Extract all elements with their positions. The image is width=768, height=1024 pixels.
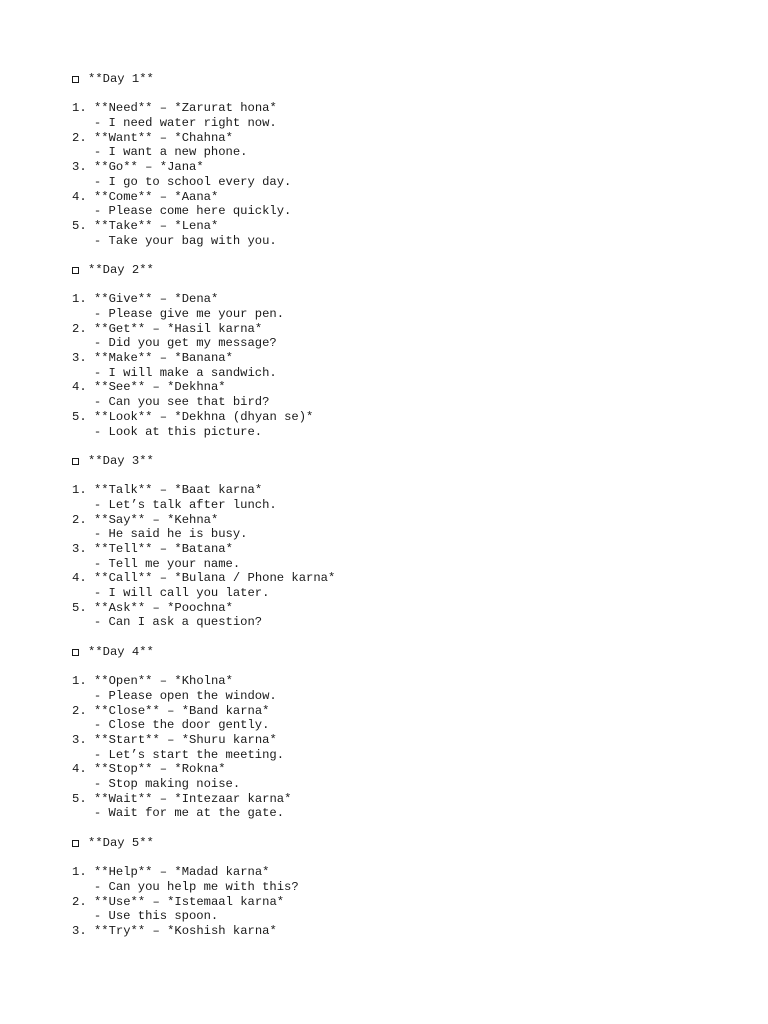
square-bullet-icon <box>72 76 79 83</box>
example-sentence: - Close the door gently. <box>93 718 270 733</box>
word-entry: 1. **Open** – *Kholna* <box>72 674 233 689</box>
example-sentence: - Let’s talk after lunch. <box>93 497 277 512</box>
word-entry: 4. **Call** – *Bulana / Phone karna* <box>72 571 336 586</box>
example-sentence: - Wait for me at the gate. <box>93 806 285 821</box>
example-sentence: - Please come here quickly. <box>93 204 292 219</box>
blank-line <box>72 469 712 484</box>
word-entry: 2. **Use** – *Istemaal karna* <box>72 894 285 909</box>
day-title: **Day 4** <box>88 644 154 659</box>
word-entry: 3. **Make** – *Banana* <box>72 351 233 366</box>
square-bullet-icon <box>72 649 79 656</box>
word-entry: 4. **See** – *Dekhna* <box>72 380 226 395</box>
word-entry: 3. **Start** – *Shuru karna* <box>72 732 277 747</box>
document-content <box>72 72 712 939</box>
day-heading <box>72 72 712 87</box>
example-sentence: - Can I ask a question? <box>93 615 263 630</box>
example-sentence: - Can you see that bird? <box>93 395 270 410</box>
blank-line <box>72 630 712 645</box>
example-sentence: - I need water right now. <box>93 116 277 131</box>
blank-line <box>72 660 712 675</box>
example-sentence: - He said he is busy. <box>93 527 248 542</box>
example-sentence: - Tell me your name. <box>93 556 241 571</box>
word-entry: 3. **Tell** – *Batana* <box>72 542 233 556</box>
example-sentence: - Please give me your pen. <box>93 307 285 321</box>
day-title: **Day 1** <box>88 72 154 86</box>
day-section <box>72 72 712 263</box>
word-entry: 1. **Need** – *Zarurat hona* <box>72 101 277 116</box>
word-entry: 4. **Come** – *Aana* <box>72 189 219 204</box>
day-title: **Day 5** <box>88 835 154 850</box>
day-heading <box>72 454 712 469</box>
square-bullet-icon <box>72 840 79 847</box>
square-bullet-icon <box>72 267 79 274</box>
word-entry: 2. **Say** – *Kehna* <box>72 512 219 527</box>
day-title: **Day 2** <box>88 262 154 277</box>
example-sentence: - I go to school every day. <box>93 174 292 189</box>
day-heading <box>72 263 712 278</box>
example-sentence: - Let’s start the meeting. <box>93 747 285 762</box>
day-section <box>72 645 712 836</box>
blank-line <box>72 850 712 865</box>
day-heading <box>72 645 712 660</box>
example-sentence: - Please open the window. <box>93 688 277 703</box>
example-sentence: - Stop making noise. <box>93 777 241 791</box>
word-entry: 5. **Take** – *Lena* <box>72 218 219 233</box>
word-entry: 5. **Ask** – *Poochna* <box>72 600 233 615</box>
example-sentence: - I will call you later. <box>93 586 270 601</box>
word-entry: 2. **Want** – *Chahna* <box>72 130 233 145</box>
blank-line <box>72 248 712 263</box>
word-entry: 3. **Try** – *Koshish karna* <box>72 923 277 938</box>
day-heading <box>72 836 712 851</box>
example-sentence: - Take your bag with you. <box>93 233 277 248</box>
word-entry: 4. **Stop** – *Rokna* <box>72 762 226 777</box>
example-sentence: - I want a new phone. <box>93 145 248 160</box>
example-sentence: - Did you get my message? <box>93 336 277 351</box>
day-section <box>72 836 712 939</box>
blank-line <box>72 439 712 454</box>
square-bullet-icon <box>72 458 79 465</box>
example-sentence: - Look at this picture. <box>93 424 263 439</box>
day-section <box>72 454 712 645</box>
blank-line <box>72 87 712 102</box>
word-entry: 1. **Help** – *Madad karna* <box>72 865 270 880</box>
day-section <box>72 263 712 454</box>
word-entry: 5. **Wait** – *Intezaar karna* <box>72 791 292 806</box>
word-entry: 1. **Talk** – *Baat karna* <box>72 483 263 498</box>
example-sentence: - I will make a sandwich. <box>93 365 277 380</box>
example-sentence: - Use this spoon. <box>93 909 219 924</box>
word-entry: 3. **Go** – *Jana* <box>72 160 204 175</box>
word-entry: 2. **Get** – *Hasil karna* <box>72 321 263 336</box>
blank-line <box>72 821 712 836</box>
day-title: **Day 3** <box>88 453 154 468</box>
word-entry: 1. **Give** – *Dena* <box>72 292 219 307</box>
example-sentence: - Can you help me with this? <box>93 879 299 894</box>
word-entry: 5. **Look** – *Dekhna (dhyan se)* <box>72 409 314 424</box>
word-entry: 2. **Close** – *Band karna* <box>72 703 270 718</box>
blank-line <box>72 278 712 293</box>
